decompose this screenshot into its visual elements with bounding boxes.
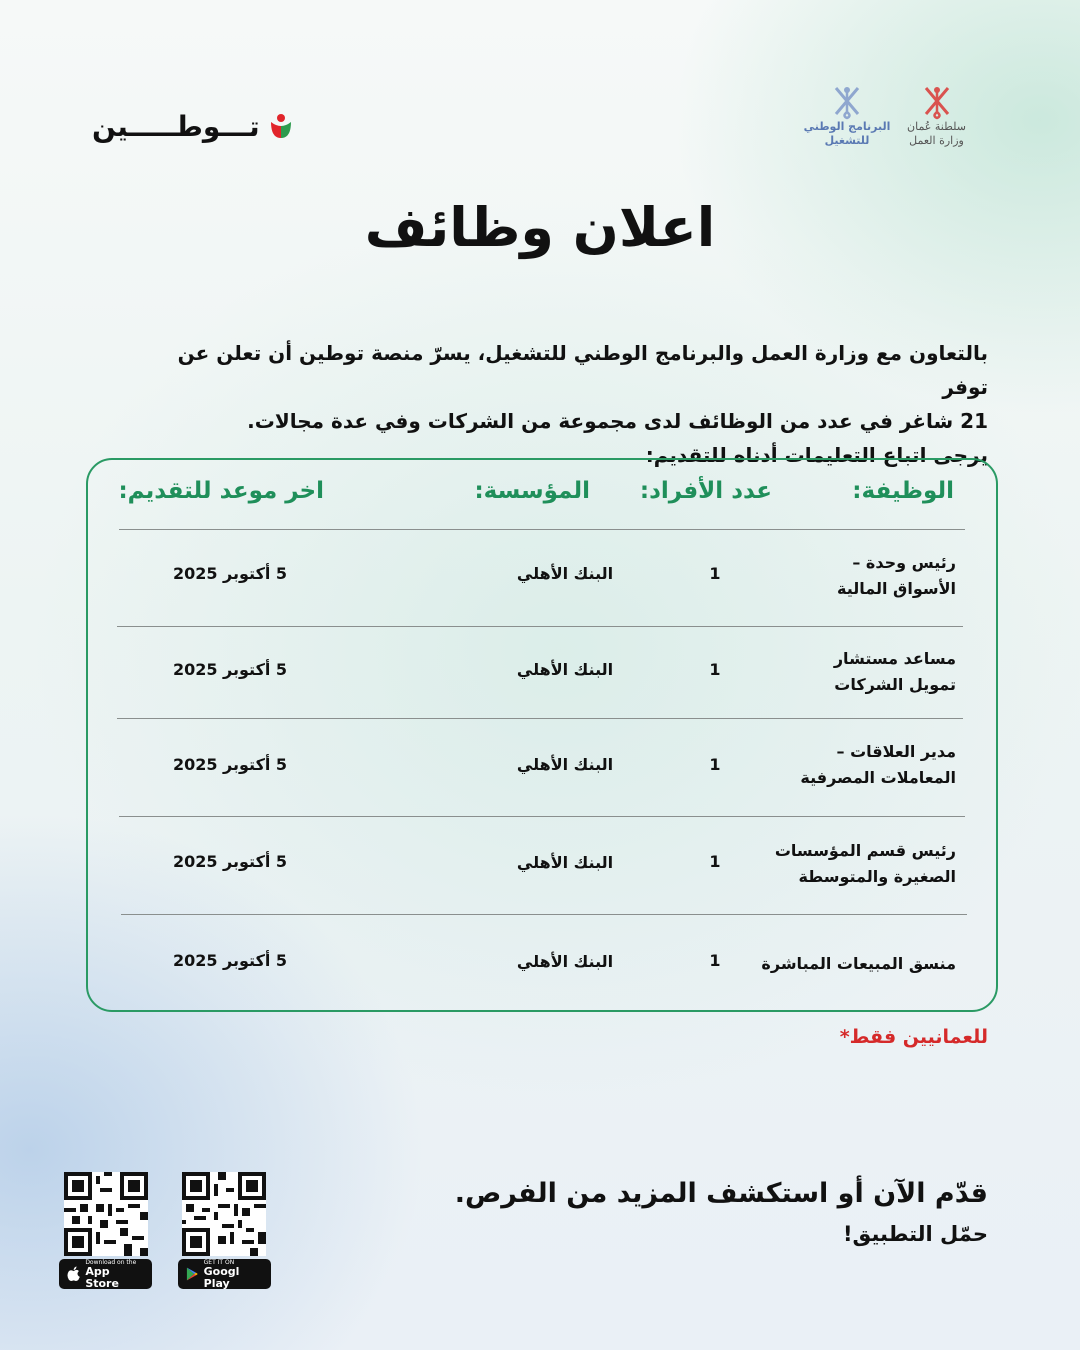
brand-logo bbox=[92, 108, 294, 144]
job-title-line: تمويل الشركات bbox=[834, 675, 956, 694]
intro-line: بالتعاون مع وزارة العمل والبرنامج الوطني للتشغيل، يسرّ منصة توطين أن تعلن عن توفر bbox=[177, 341, 988, 399]
apple-icon bbox=[67, 1266, 80, 1282]
job-title-line: رئيس قسم المؤسسات bbox=[774, 841, 956, 860]
job-title-line: منسق المبيعات المباشرة bbox=[761, 954, 956, 973]
table-divider bbox=[119, 529, 965, 530]
app-store-caption: Download on the bbox=[85, 1258, 137, 1266]
table-row-deadline: 5 أكتوبر 2025 bbox=[172, 852, 288, 871]
ministry-name-line1: سلطنة عُمان bbox=[907, 120, 966, 133]
national-employment-program-logo bbox=[803, 84, 891, 160]
table-divider bbox=[117, 626, 963, 627]
google-play-caption: GET IT ON bbox=[203, 1258, 235, 1266]
google-play-badge[interactable] bbox=[178, 1259, 271, 1289]
table-row-count: 1 bbox=[709, 951, 721, 970]
table-divider bbox=[117, 718, 963, 719]
job-title-line: رئيس وحدة – bbox=[852, 553, 956, 572]
job-title-line: الصغيرة والمتوسطة bbox=[798, 867, 956, 886]
header-deadline: اخر موعد للتقديم: bbox=[118, 478, 324, 504]
table-row-count: 1 bbox=[709, 852, 721, 871]
header-org: المؤسسة: bbox=[474, 478, 590, 504]
program-name-line1: البرنامج الوطني bbox=[803, 120, 891, 133]
table-row-job bbox=[800, 739, 956, 791]
khanjar-emblem-icon bbox=[830, 84, 864, 120]
header-job: الوظيفة: bbox=[852, 478, 954, 504]
ministry-of-labour-logo bbox=[901, 84, 972, 160]
job-title-line: مساعد مستشار bbox=[833, 649, 956, 668]
cta-subheading: حمّل التطبيق! bbox=[842, 1222, 988, 1246]
table-row-count: 1 bbox=[709, 660, 721, 679]
intro-line: يرجى اتباع التعليمات أدناه للتقديم: bbox=[645, 443, 988, 467]
table-row-deadline: 5 أكتوبر 2025 bbox=[172, 564, 288, 583]
table-row-job bbox=[761, 951, 956, 977]
table-divider bbox=[121, 914, 967, 915]
jobs-table bbox=[86, 458, 998, 1012]
brand-name: تـــوطـــــين bbox=[92, 109, 260, 143]
ministry-name-line2: وزارة العمل bbox=[909, 134, 964, 147]
table-row-deadline: 5 أكتوبر 2025 bbox=[172, 755, 288, 774]
job-title-line: مدير العلاقات – bbox=[836, 742, 956, 761]
intro-line: 21 شاغر في عدد من الوظائف لدى مجموعة من الشركات وفي عدة مجالات. bbox=[247, 409, 988, 433]
table-row-job bbox=[837, 550, 956, 602]
table-row-count: 1 bbox=[709, 564, 721, 583]
eligibility-note: للعمانيين فقط* bbox=[839, 1026, 988, 1048]
table-row-job bbox=[775, 838, 956, 890]
program-name-line2: للتشغيل bbox=[824, 134, 870, 147]
table-row-org: البنك الأهلي bbox=[516, 660, 614, 679]
job-title-line: الأسواق المالية bbox=[837, 579, 956, 598]
google-play-icon bbox=[186, 1266, 199, 1282]
cta-heading: قدّم الآن أو استكشف المزيد من الفرص. bbox=[454, 1178, 988, 1209]
table-row-org: البنك الأهلي bbox=[516, 952, 614, 971]
page-title: اعلان وظائف bbox=[364, 196, 716, 259]
table-row-org: البنك الأهلي bbox=[516, 755, 614, 774]
table-row-job bbox=[834, 646, 956, 698]
table-row-deadline: 5 أكتوبر 2025 bbox=[172, 660, 288, 679]
job-title-line: المعاملات المصرفية bbox=[800, 768, 956, 787]
khanjar-emblem-icon bbox=[920, 84, 954, 120]
app-store-qr-code[interactable] bbox=[64, 1172, 148, 1256]
header-count: عدد الأفراد: bbox=[639, 478, 772, 504]
intro-text bbox=[128, 336, 988, 472]
table-row-deadline: 5 أكتوبر 2025 bbox=[172, 951, 288, 970]
app-store-badge[interactable] bbox=[59, 1259, 152, 1289]
table-row-org: البنك الأهلي bbox=[516, 853, 614, 872]
table-row-org: البنك الأهلي bbox=[516, 564, 614, 583]
brand-mark-icon bbox=[268, 112, 294, 140]
google-play-label: Googl Play bbox=[203, 1264, 240, 1290]
google-play-qr-code[interactable] bbox=[182, 1172, 266, 1256]
partner-logos bbox=[803, 84, 972, 160]
table-row-count: 1 bbox=[709, 755, 721, 774]
app-store-label: App Store bbox=[85, 1264, 119, 1290]
table-divider bbox=[119, 816, 965, 817]
